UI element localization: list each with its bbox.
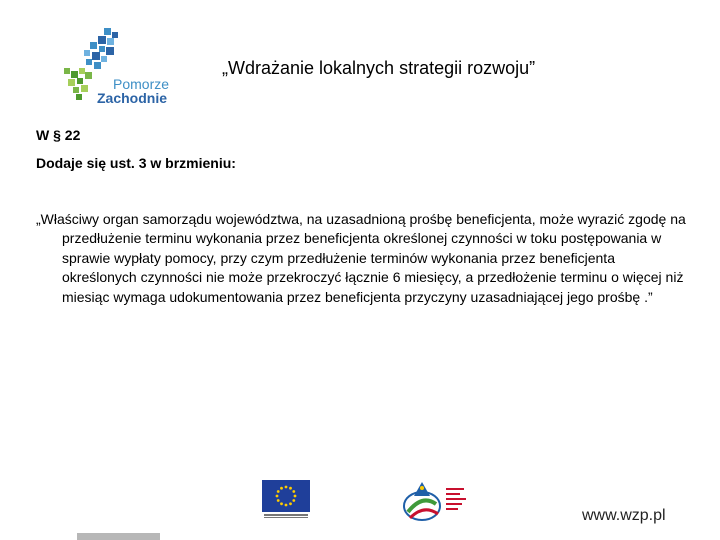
quoted-provision: „Właściwy organ samorządu województwa, na uzasadnioną prośbę beneficjenta, może wyrazić zgodę na przedłużenie terminu wykonania przez beneficjenta określonej czynności w toku postępowania w sprawie wypłaty pomocy, przy czym przedłużenie terminów wykonania przez beneficjenta określonych czynności nie może przekroczyć łącznie 6 miesięcy, a przedłożenie terminu o więcej niż miesiąc wymaga udokumentowania przez beneficjenta przyczyny uzasadniającej jego prośbę .” xyxy=(36,211,686,305)
logo-line-1: Pomorze xyxy=(113,76,170,92)
eu-flag-icon xyxy=(262,480,310,512)
logo-line-2: Zachodnie xyxy=(97,90,168,106)
section-heading: W § 22 xyxy=(36,127,81,143)
prow-logo xyxy=(400,474,472,526)
prow-emblem-icon xyxy=(400,474,472,526)
page-title: „Wdrażanie lokalnych strategii rozwoju” xyxy=(222,58,536,78)
intro-text: Dodaje się ust. 3 w brzmieniu: xyxy=(36,155,236,171)
eu-caption-lines xyxy=(262,513,310,519)
pomorze-zachodnie-logo xyxy=(60,26,180,110)
footer-bar xyxy=(77,533,160,540)
footer-url: www.wzp.pl xyxy=(582,507,666,524)
eu-logo xyxy=(262,480,310,522)
